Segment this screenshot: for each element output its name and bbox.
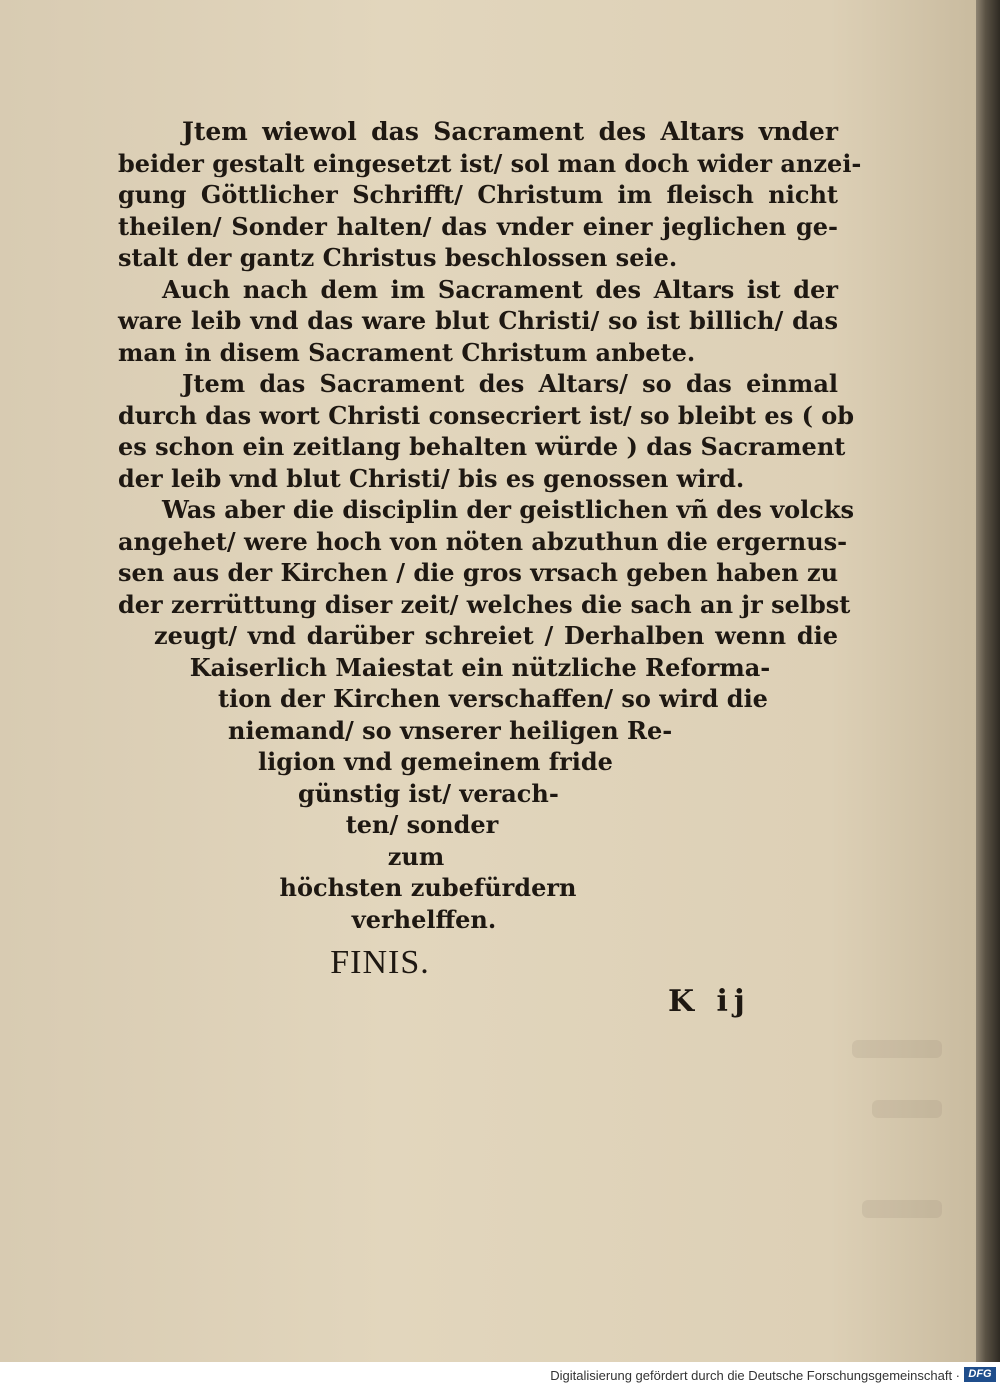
text-line: verhelffen. [351,904,497,934]
text-line: Jtem das Sacrament des Altars/ so das einmal [182,369,838,398]
text-line: günstig ist/ verach- [298,778,559,808]
dfg-logo-icon: DFG [964,1367,996,1382]
text-line: zeugt/ vnd darüber schreiet / Derhalben wenn die [154,621,838,650]
text-line: durch das wort Christi consecriert ist/ so bleibt es ( ob [118,400,855,430]
text-line: angehet/ were hoch von nöten abzuthun die ergernus- [118,526,848,556]
text-line: ten/ sonder [345,810,499,839]
text-line: zum [387,841,445,871]
finis-mark: FINIS. [330,944,430,981]
main-text-block [118,116,862,935]
text-line: es schon ein zeitlang behalten würde ) das Sacrament [118,432,846,461]
text-line: tion der Kirchen verschaffen/ so wird die [218,684,768,713]
show-through-mark [852,1040,942,1058]
signature-mark: K ij [668,984,751,1019]
footer-bar [0,1362,1000,1388]
text-line: der zerrüttung diser zeit/ welches die sach an jr selbst [118,589,851,619]
text-line: niemand/ so vnserer heiligen Re- [228,715,673,745]
page-edge [976,0,1000,1362]
text-line: höchsten zubefürdern [279,873,577,902]
text-line: sen aus der Kirchen / die gros vrsach geben haben zu [118,558,839,587]
show-through-mark [862,1200,942,1218]
text-line: man in disem Sacrament Christum anbete. [118,337,696,367]
text-line: ware leib vnd das ware blut Christi/ so ist billich/ das [118,306,838,335]
text-line: ligion vnd gemeinem fride [258,747,613,776]
text-line: Was aber die disciplin der geistlichen vñ des volcks [162,495,855,524]
text-line: der leib vnd blut Christi/ bis es genossen wird. [118,463,745,493]
text-line: gung Göttlicher Schrifft/ Christum im fleisch nicht [118,180,838,209]
text-line: Auch nach dem im Sacrament des Altars ist der [162,274,838,304]
show-through-mark [872,1100,942,1118]
funnel-text [118,652,838,936]
text-line: Kaiserlich Maiestat ein nützliche Reforma- [189,652,771,682]
funding-notice: Digitalisierung gefördert durch die Deutsche Forschungsgemeinschaft · [550,1368,960,1383]
text-line: Jtem wiewol das Sacrament des Altars vnder [182,117,838,146]
text-line: stalt der gantz Christus beschlossen seie. [118,243,678,272]
text-line: beider gestalt eingesetzt ist/ sol man doch wider anzei- [118,148,862,178]
text-line: theilen/ Sonder halten/ das vnder einer jeglichen ge- [118,211,838,241]
